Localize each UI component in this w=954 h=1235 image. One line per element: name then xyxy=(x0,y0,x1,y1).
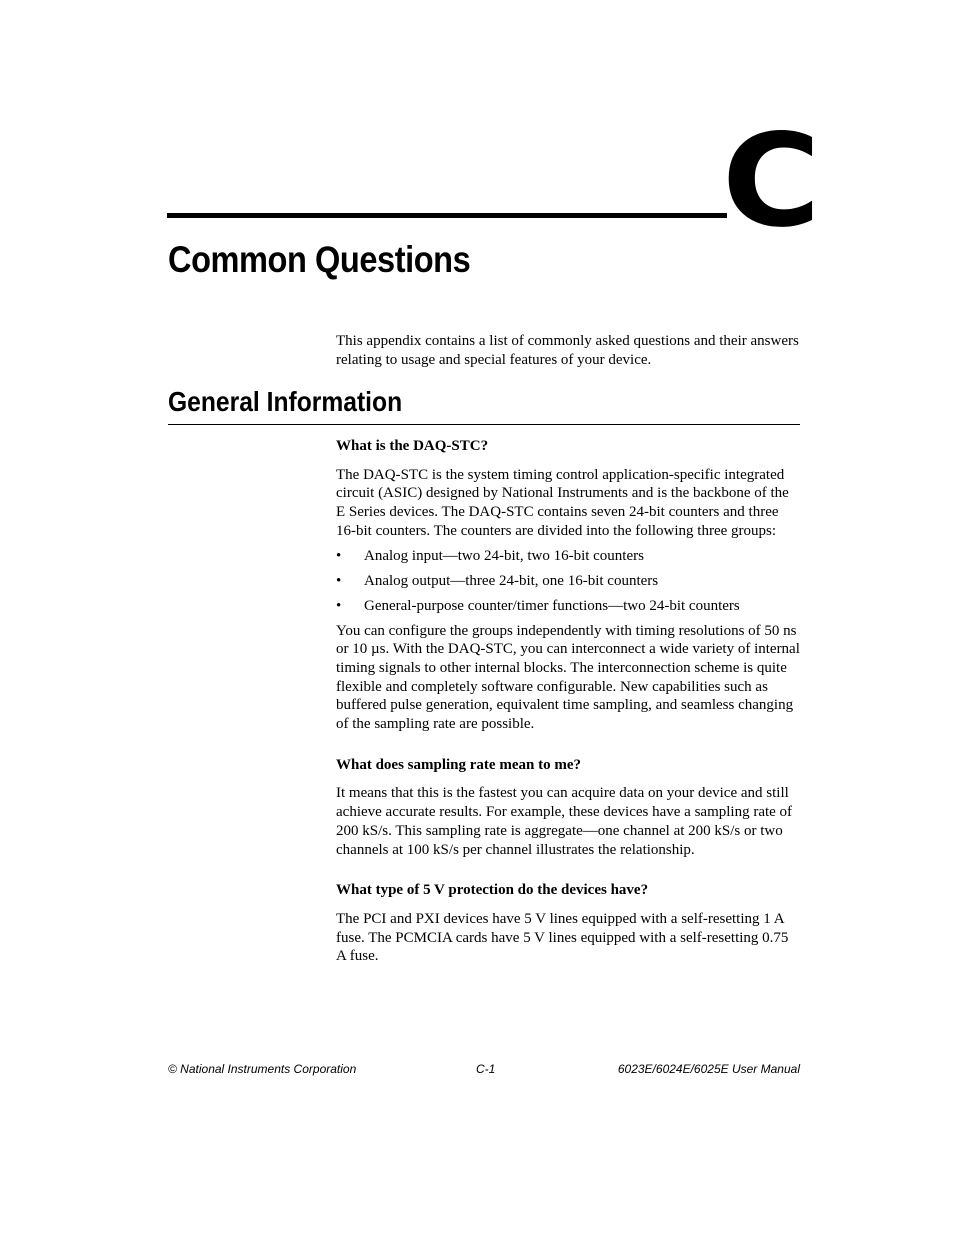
section-rule xyxy=(168,424,800,425)
list-item xyxy=(336,572,800,591)
answer-paragraph: The PCI and PXI devices have 5 V lines equipped with a self-resetting 1 A fuse. The PCMCIA cards have 5 V lines equipped with a self-resetting 0.75 A fuse. xyxy=(336,910,789,965)
question-heading: What type of 5 V protection do the devices have? xyxy=(336,882,649,899)
question-heading: What is the DAQ-STC? xyxy=(336,438,489,454)
answer-paragraph: The DAQ-STC is the system timing control application-specific integrated circuit (ASIC) designed by National Instruments and is the backbone of the E Series devices. The DAQ-STC contains seven 24-bit counters and three 16-bit counters. The counters are divided into the following three groups: xyxy=(336,466,789,539)
followup-paragraph: You can configure the groups independently with timing resolutions of 50 ns or 10 µs. With the DAQ-STC, you can interconnect a wide variety of internal timing signals to other internal blocks. The interconnection scheme is quite flexible and completely software configurable. New capabilities such as buffered pulse generation, equivalent time sampling, and seamless changing of the sampling rate are possible. xyxy=(336,622,800,733)
list-item xyxy=(336,597,800,616)
footer-copyright: © National Instruments Corporation xyxy=(168,1062,357,1076)
list-item-text: Analog output—three 24-bit, one 16-bit counters xyxy=(364,572,659,589)
bullet-icon: • xyxy=(336,547,342,564)
section-content xyxy=(336,437,800,988)
footer-page-number: C-1 xyxy=(476,1062,496,1076)
question-heading: What does sampling rate mean to me? xyxy=(336,756,581,773)
chapter-rule xyxy=(167,213,727,218)
question-block-daq-stc xyxy=(336,437,800,734)
question-block-5v-protection xyxy=(336,881,800,966)
bullet-icon: • xyxy=(336,572,342,589)
intro-block xyxy=(336,332,800,369)
intro-paragraph: This appendix contains a list of commonly asked questions and their answers relating to usage and special features of your device. xyxy=(336,333,799,368)
answer-paragraph: It means that this is the fastest you can acquire data on your device and still achieve accurate results. For example, these devices have a sampling rate of 200 kS/s. This sampling rate is aggregate—one channel at 200 kS/s or two channels at 100 kS/s per channel illustrates the relationship. xyxy=(336,785,793,858)
chapter-letter: C xyxy=(722,107,819,256)
list-item xyxy=(336,547,800,566)
chapter-title: Common Questions xyxy=(168,239,471,280)
footer-manual-title: 6023E/6024E/6025E User Manual xyxy=(617,1062,800,1076)
list-item-text: Analog input—two 24-bit, two 16-bit counters xyxy=(364,547,644,564)
bullet-icon: • xyxy=(336,597,342,614)
question-block-sampling-rate xyxy=(336,756,800,860)
counter-group-list xyxy=(336,547,800,616)
section-title: General Information xyxy=(168,386,403,417)
list-item-text: General-purpose counter/timer functions—two 24-bit counters xyxy=(364,597,740,614)
